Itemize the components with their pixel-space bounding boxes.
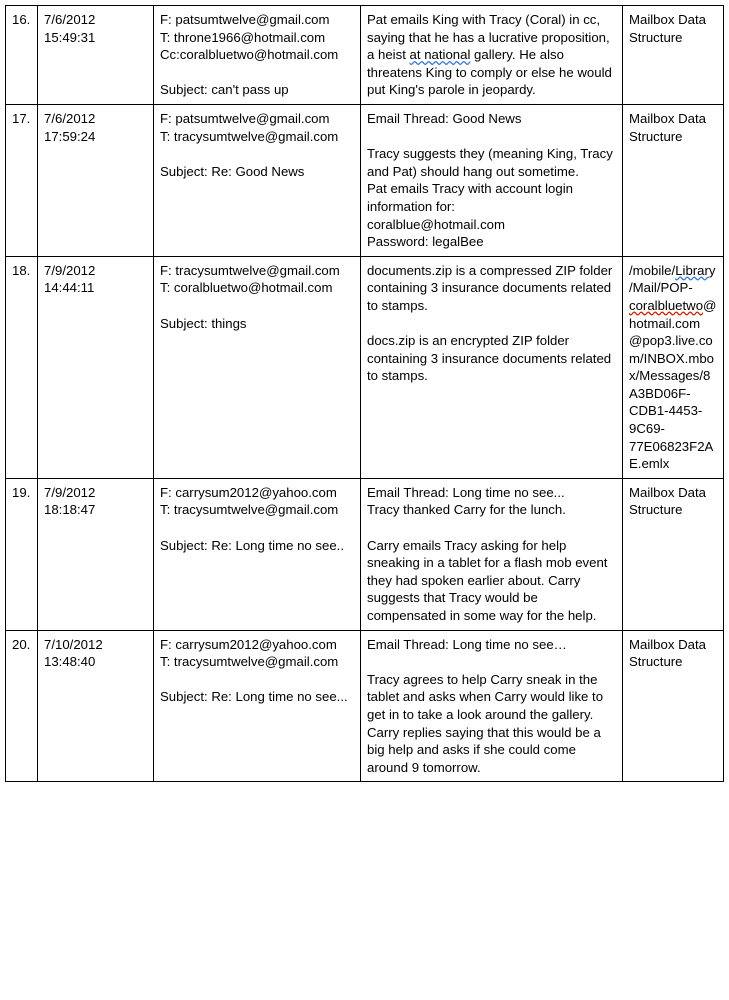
table-row [6,256,724,478]
time-value: 14:44:11 [44,280,95,296]
description-paragraph: Tracy agrees to help Carry sneak in the tablet and asks when Carry would like to get in to take a look around the gallery. [367,671,604,722]
from-address: F: patsumtwelve@gmail.com [160,110,330,126]
to-address: T: tracysumtwelve@gmail.com [160,654,339,670]
time-value: 18:18:47 [44,502,96,518]
spacer [160,64,355,82]
spacer [160,145,355,163]
subject-line: Subject: Re: Good News [160,163,305,179]
source-label: Mailbox Data Structure [629,110,706,144]
table-row [6,630,724,782]
thread-title: Email Thread: Long time no see… [367,636,567,652]
time-value: 13:48:40 [44,654,96,670]
row-parties-cell [154,6,361,105]
from-address: F: carrysum2012@yahoo.com [160,636,337,652]
description-paragraph: documents.zip is a compressed ZIP folder containing 3 insurance documents related to stamps. [367,262,613,313]
subject-line: Subject: can't pass up [160,82,289,98]
table-row [6,104,724,256]
date-value: 7/10/2012 [44,636,103,652]
date-value: 7/6/2012 [44,12,96,27]
row-parties-cell [154,256,361,478]
row-number: 18. [12,262,31,278]
table-row [6,6,724,105]
row-description-cell [361,104,623,256]
description-text-before: Pat emails King with Tracy (Coral) in cc, saying that he has a lucrative proposition, a heist [367,12,610,63]
from-address: F: patsumtwelve@gmail.com [160,12,330,27]
subject-line: Subject: Re: Long time no see... [160,689,348,705]
from-address: F: carrysum2012@yahoo.com [160,484,337,500]
row-datetime-cell [38,630,154,782]
row-number: 19. [12,484,31,500]
credential-email: coralblue@hotmail.com [367,216,505,232]
row-number-cell [6,630,38,782]
row-description-cell [361,478,623,630]
from-address: F: tracysumtwelve@gmail.com [160,262,340,278]
table-row [6,478,724,630]
source-file-path [629,262,718,473]
row-number-cell [6,104,38,256]
spacer [160,519,355,537]
spacer [367,128,617,146]
spacer [367,519,617,537]
row-number-cell [6,478,38,630]
credential-password: Password: legalBee [367,234,484,250]
row-number-cell [6,6,38,105]
source-label: Mailbox Data Structure [629,12,706,45]
path-prefix: /mobile/ [629,262,676,278]
date-value: 7/6/2012 [44,110,96,126]
spacer [367,653,617,671]
subject-line: Subject: Re: Long time no see.. [160,537,345,553]
to-address: T: tracysumtwelve@gmail.com [160,128,339,144]
spellcheck-flagged-text: coralbluetwo [629,297,704,313]
evidence-table [5,5,724,782]
path-suffix: @hotmail.com @pop3.live.com/INBOX.mbox/Messages/8 A3BD06F-CDB1-4453-9C69-77E06823F2A E.emlx [629,297,717,472]
description-paragraph: Carry replies saying that this would be a big help and asks if she could come around 9 tomorrow. [367,724,601,775]
source-label: Mailbox Data Structure [629,636,706,670]
cc-address: Cc:coralbluetwo@hotmail.com [160,47,339,63]
date-value: 7/9/2012 [44,484,96,500]
row-source-cell [623,104,724,256]
description-paragraph: Carry emails Tracy asking for help sneaking in a tablet for a flash mob event they had spoken earlier about. Carry suggests that Tracy would be compensated in some way for the help. [367,537,608,623]
thread-subtitle: Tracy thanked Carry for the lunch. [367,502,566,518]
to-address: T: tracysumtwelve@gmail.com [160,502,339,518]
path-mid: y/Mail/POP- [629,262,716,296]
description-text-after: gallery. He also threatens King to comply or else he would put King's parole in jeopardy. [367,47,612,98]
row-source-cell [623,6,724,105]
row-source-cell [623,256,724,478]
row-parties-cell [154,478,361,630]
row-number: 17. [12,110,31,126]
thread-title: Email Thread: Good News [367,110,522,126]
row-datetime-cell [38,256,154,478]
time-value: 17:59:24 [44,128,96,144]
to-address: T: coralbluetwo@hotmail.com [160,280,333,296]
description-line: Pat emails Tracy with account login information for: [367,181,573,214]
spacer [160,297,355,315]
row-description-cell [361,256,623,478]
row-source-cell [623,630,724,782]
subject-line: Subject: things [160,315,247,331]
row-description-cell [361,6,623,105]
row-parties-cell [154,104,361,256]
to-address: T: throne1966@hotmail.com [160,29,326,45]
row-datetime-cell [38,478,154,630]
date-value: 7/9/2012 [44,262,96,278]
source-label: Mailbox Data Structure [629,484,706,518]
description-paragraph: docs.zip is an encrypted ZIP folder containing 3 insurance documents related to stamps. [367,333,612,384]
spacer [160,671,355,689]
row-parties-cell [154,630,361,782]
row-number: 20. [12,636,31,652]
row-description-cell [361,630,623,782]
row-datetime-cell [38,6,154,105]
description-line: Tracy suggests they (meaning King, Tracy and Pat) should hang out sometime. [367,146,613,179]
row-number-cell [6,256,38,478]
time-value: 15:49:31 [44,29,96,45]
row-source-cell [623,478,724,630]
thread-title: Email Thread: Long time no see... [367,484,565,500]
grammar-flagged-text: at national [409,47,471,63]
row-datetime-cell [38,104,154,256]
grammar-flagged-text: Librar [675,262,709,278]
row-number: 16. [12,12,31,27]
